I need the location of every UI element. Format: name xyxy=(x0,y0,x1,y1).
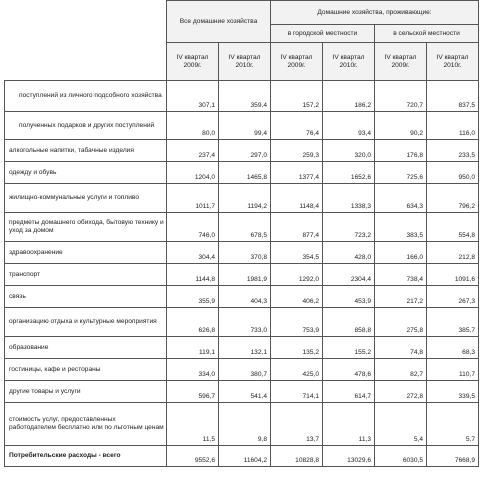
row-value: 237,4 xyxy=(167,140,219,162)
row-value: 626,8 xyxy=(167,308,219,337)
row-value: 68,3 xyxy=(427,337,479,359)
row-value: 110,7 xyxy=(427,359,479,381)
table-row xyxy=(5,381,479,403)
row-label: образование xyxy=(5,337,167,359)
row-value: 307,1 xyxy=(167,81,219,112)
row-value: 425,0 xyxy=(271,359,323,381)
table-row xyxy=(5,403,479,446)
row-value: 554,8 xyxy=(427,213,479,242)
row-label: другие товары и услуги xyxy=(5,381,167,403)
row-value: 74,8 xyxy=(375,337,427,359)
row-value: 119,1 xyxy=(167,337,219,359)
row-value: 9,8 xyxy=(219,403,271,446)
row-value: 11604,2 xyxy=(219,446,271,467)
header-urban-q4-2009: IV квартал 2009г. xyxy=(271,43,323,81)
row-value: 796,2 xyxy=(427,184,479,213)
row-value: 1194,2 xyxy=(219,184,271,213)
row-value: 355,9 xyxy=(167,286,219,308)
row-value: 157,2 xyxy=(271,81,323,112)
header-all-households: Все домашние хозяйства xyxy=(167,1,271,43)
header-living-in: Домашние хозяйства, проживающие: xyxy=(271,1,479,25)
row-value: 80,0 xyxy=(167,112,219,140)
row-value: 453,9 xyxy=(323,286,375,308)
row-value: 6030,5 xyxy=(375,446,427,467)
row-value: 380,7 xyxy=(219,359,271,381)
header-urban-q4-2010: IV квартал 2010г. xyxy=(323,43,375,81)
row-value: 1652,6 xyxy=(323,162,375,184)
table-row xyxy=(5,337,479,359)
row-value: 186,2 xyxy=(323,81,375,112)
row-value: 746,0 xyxy=(167,213,219,242)
table-body xyxy=(5,81,479,467)
row-label: алкогольные напитки, табачные изделия xyxy=(5,140,167,162)
table-row xyxy=(5,184,479,213)
row-value: 5,7 xyxy=(427,403,479,446)
row-value: 90,2 xyxy=(375,112,427,140)
row-label: поступлений из личного подсобного хозяйства xyxy=(5,81,167,112)
row-value: 93,4 xyxy=(323,112,375,140)
header-all-q4-2009: IV квартал 2009г. xyxy=(167,43,219,81)
row-value: 5,4 xyxy=(375,403,427,446)
header-corner xyxy=(5,1,167,81)
row-value: 858,8 xyxy=(323,308,375,337)
row-value: 404,3 xyxy=(219,286,271,308)
row-value: 155,2 xyxy=(323,337,375,359)
row-value: 212,8 xyxy=(427,242,479,264)
row-value: 723,2 xyxy=(323,213,375,242)
row-value: 383,5 xyxy=(375,213,427,242)
row-label: гостиницы, кафе и рестораны xyxy=(5,359,167,381)
row-value: 753,9 xyxy=(271,308,323,337)
header-rural-q4-2010: IV квартал 2010г. xyxy=(427,43,479,81)
row-value: 428,0 xyxy=(323,242,375,264)
row-value: 370,8 xyxy=(219,242,271,264)
row-value: 233,5 xyxy=(427,140,479,162)
header-rural-q4-2009: IV квартал 2009г. xyxy=(375,43,427,81)
row-value: 7668,9 xyxy=(427,446,479,467)
row-value: 1377,4 xyxy=(271,162,323,184)
row-value: 76,4 xyxy=(271,112,323,140)
header-rural: в сельской местности xyxy=(375,25,479,43)
table-row xyxy=(5,359,479,381)
row-value: 10828,8 xyxy=(271,446,323,467)
row-label: одежду и обувь xyxy=(5,162,167,184)
row-label: транспорт xyxy=(5,264,167,286)
row-value: 1981,9 xyxy=(219,264,271,286)
row-value: 1292,0 xyxy=(271,264,323,286)
row-value: 614,7 xyxy=(323,381,375,403)
row-value: 99,4 xyxy=(219,112,271,140)
row-value: 272,8 xyxy=(375,381,427,403)
row-label: здравоохранение xyxy=(5,242,167,264)
table-row xyxy=(5,140,479,162)
row-value: 13029,6 xyxy=(323,446,375,467)
row-value: 116,0 xyxy=(427,112,479,140)
row-value: 733,0 xyxy=(219,308,271,337)
row-value: 13,7 xyxy=(271,403,323,446)
row-label: полученных подарков и других поступлений xyxy=(5,112,167,140)
row-value: 837,5 xyxy=(427,81,479,112)
row-value: 176,8 xyxy=(375,140,427,162)
table-row xyxy=(5,286,479,308)
table-row xyxy=(5,81,479,112)
row-label: Потребительские расходы - всего xyxy=(5,446,167,467)
row-value: 1091,6 xyxy=(427,264,479,286)
row-value: 9552,6 xyxy=(167,446,219,467)
row-value: 304,4 xyxy=(167,242,219,264)
row-value: 1338,3 xyxy=(323,184,375,213)
row-value: 596,7 xyxy=(167,381,219,403)
row-value: 11,5 xyxy=(167,403,219,446)
row-value: 359,4 xyxy=(219,81,271,112)
row-value: 950,0 xyxy=(427,162,479,184)
row-value: 541,4 xyxy=(219,381,271,403)
row-label: жилищно-коммунальные услуги и топливо xyxy=(5,184,167,213)
header-urban: в городской местности xyxy=(271,25,375,43)
row-value: 478,6 xyxy=(323,359,375,381)
row-value: 385,7 xyxy=(427,308,479,337)
row-value: 339,5 xyxy=(427,381,479,403)
table-row xyxy=(5,308,479,337)
row-value: 877,4 xyxy=(271,213,323,242)
household-expenses-table xyxy=(4,0,479,467)
table-row xyxy=(5,242,479,264)
row-value: 1148,4 xyxy=(271,184,323,213)
row-value: 406,2 xyxy=(271,286,323,308)
row-label: стоимость услуг, предоставленных работодателем бесплатно или по льготным ценам xyxy=(5,403,167,446)
row-value: 11,3 xyxy=(323,403,375,446)
row-value: 1144,8 xyxy=(167,264,219,286)
row-value: 217,2 xyxy=(375,286,427,308)
row-label: предметы домашнего обихода, бытовую технику и уход за домом xyxy=(5,213,167,242)
row-value: 634,3 xyxy=(375,184,427,213)
row-value: 259,3 xyxy=(271,140,323,162)
row-value: 1465,8 xyxy=(219,162,271,184)
row-value: 267,3 xyxy=(427,286,479,308)
row-value: 354,5 xyxy=(271,242,323,264)
header-all-q4-2010: IV квартал 2010г. xyxy=(219,43,271,81)
table-row xyxy=(5,213,479,242)
table-row xyxy=(5,264,479,286)
table-row xyxy=(5,112,479,140)
row-value: 334,0 xyxy=(167,359,219,381)
row-value: 2304,4 xyxy=(323,264,375,286)
row-value: 297,0 xyxy=(219,140,271,162)
total-row xyxy=(5,446,479,467)
row-value: 678,5 xyxy=(219,213,271,242)
row-value: 132,1 xyxy=(219,337,271,359)
row-value: 1011,7 xyxy=(167,184,219,213)
table-row xyxy=(5,162,479,184)
row-value: 275,8 xyxy=(375,308,427,337)
row-value: 725,6 xyxy=(375,162,427,184)
row-value: 738,4 xyxy=(375,264,427,286)
row-label: организацию отдыха и культурные мероприятия xyxy=(5,308,167,337)
row-value: 1204,0 xyxy=(167,162,219,184)
row-value: 166,0 xyxy=(375,242,427,264)
row-value: 135,2 xyxy=(271,337,323,359)
row-value: 82,7 xyxy=(375,359,427,381)
row-label: связь xyxy=(5,286,167,308)
row-value: 320,0 xyxy=(323,140,375,162)
row-value: 720,7 xyxy=(375,81,427,112)
row-value: 714,1 xyxy=(271,381,323,403)
